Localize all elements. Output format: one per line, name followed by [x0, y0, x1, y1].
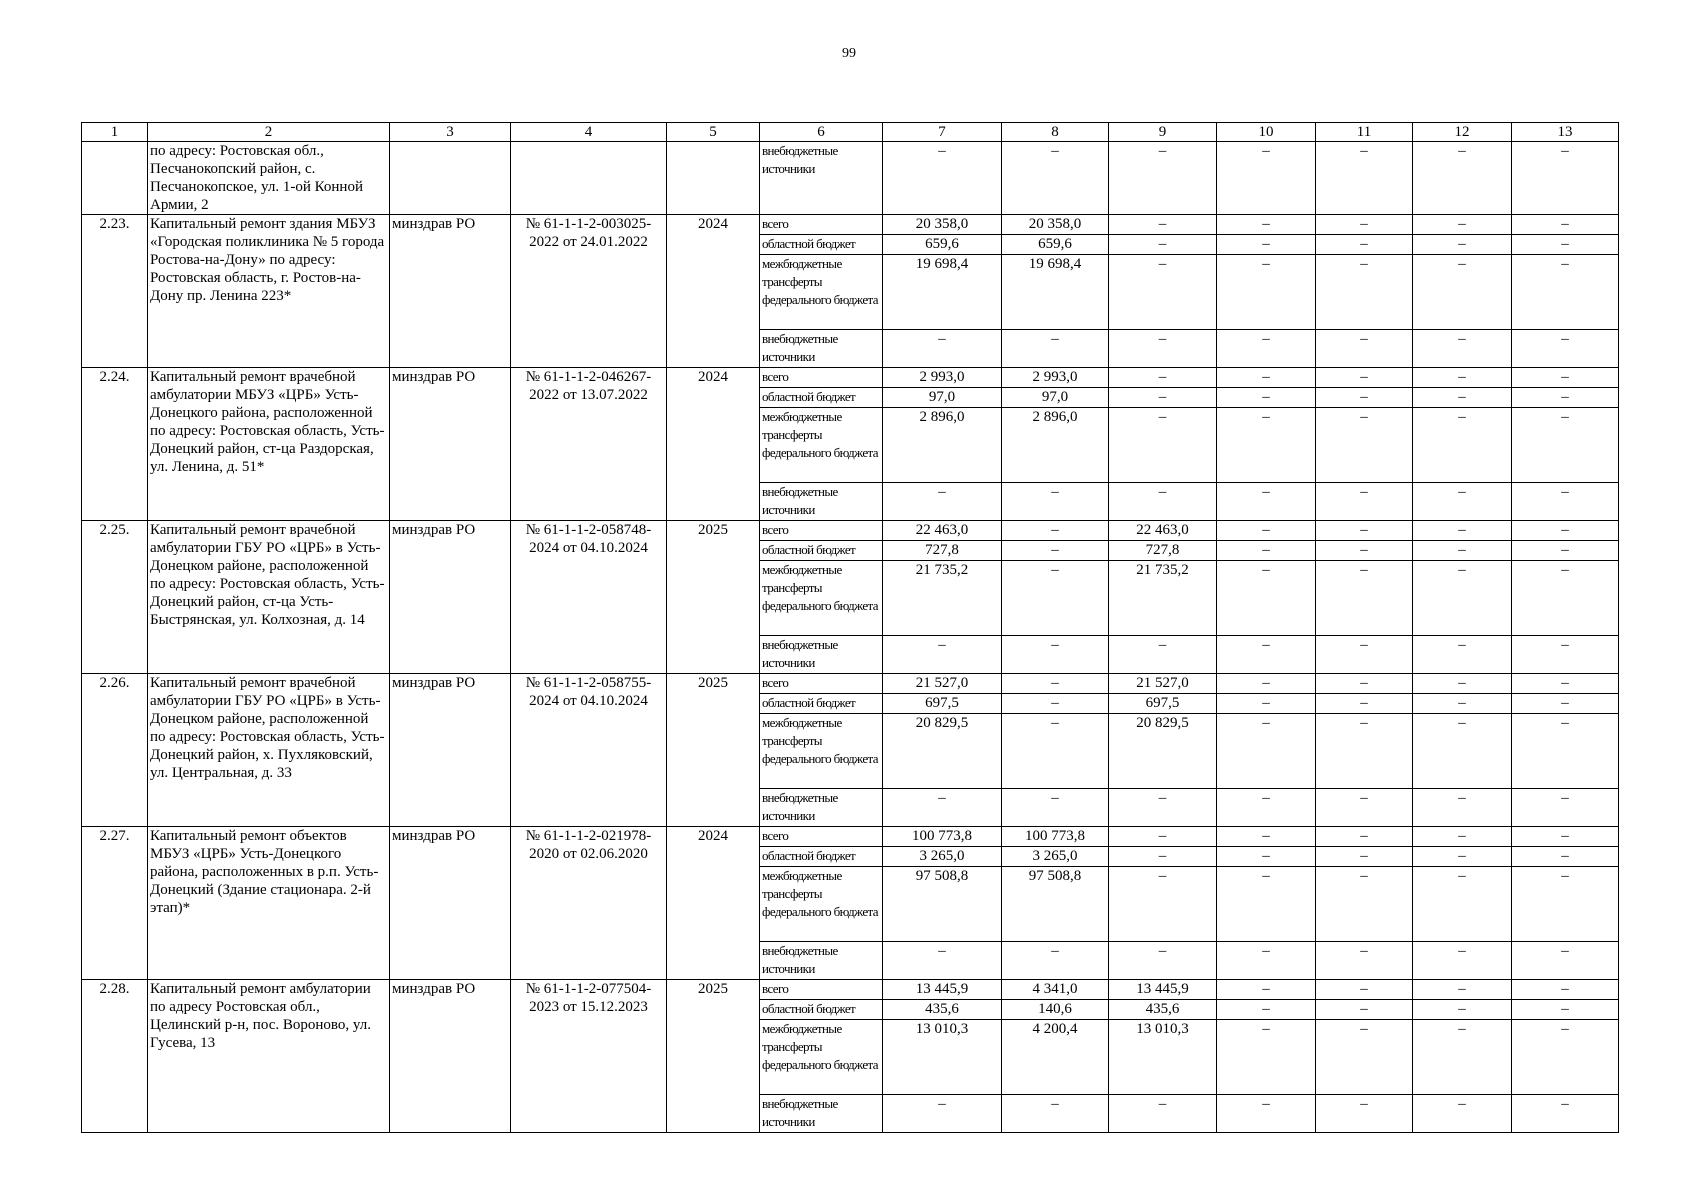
value-cell: –: [1512, 847, 1619, 867]
item-number: 2.28.: [82, 980, 148, 1133]
value-cell: –: [883, 483, 1002, 521]
value-cell: –: [1109, 330, 1217, 368]
value-cell: –: [1316, 847, 1413, 867]
value-cell: 21 527,0: [883, 674, 1002, 694]
value-cell: –: [1217, 561, 1316, 636]
table-row: [82, 368, 1619, 388]
object-name: Капитальный ремонт объектов МБУЗ «ЦРБ» Усть-Донецкого района, расположенных в р.п. Усть-Донецкий (Здание стационара. 2-й этап)*: [148, 827, 390, 980]
item-number: 2.27.: [82, 827, 148, 980]
value-cell: –: [1217, 521, 1316, 541]
object-name: Капитальный ремонт врачебной амбулатории ГБУ РО «ЦРБ» в Усть-Донецком районе, расположенной по адресу: Ростовская область, Усть-Донецкий район, х. Пухляковский, ул. Центральная, д. 33: [148, 674, 390, 827]
value-cell: 2 896,0: [1002, 408, 1109, 483]
value-cell: 22 463,0: [883, 521, 1002, 541]
value-cell: –: [1109, 636, 1217, 674]
funding-source: внебюджетные источники: [760, 942, 883, 980]
value-cell: 13 445,9: [1109, 980, 1217, 1000]
value-cell: –: [1413, 1020, 1512, 1095]
col-header: 3: [390, 123, 511, 142]
value-cell: –: [1217, 674, 1316, 694]
value-cell: –: [1413, 215, 1512, 235]
value-cell: –: [1512, 561, 1619, 636]
value-cell: –: [1512, 1020, 1619, 1095]
value-cell: –: [1217, 636, 1316, 674]
value-cell: 21 527,0: [1109, 674, 1217, 694]
funding-source: областной бюджет: [760, 694, 883, 714]
value-cell: –: [1002, 521, 1109, 541]
year: 2025: [667, 980, 760, 1133]
funding-source: всего: [760, 674, 883, 694]
value-cell: –: [1217, 541, 1316, 561]
value-cell: –: [1413, 867, 1512, 942]
value-cell: –: [1109, 368, 1217, 388]
value-cell: –: [1217, 827, 1316, 847]
ministry: минздрав РО: [390, 674, 511, 827]
value-cell: –: [1316, 980, 1413, 1000]
value-cell: –: [1316, 827, 1413, 847]
value-cell: –: [1109, 235, 1217, 255]
col-header: 6: [760, 123, 883, 142]
funding-source: межбюджетные трансферты федерального бюджета: [760, 561, 883, 636]
value-cell: 20 829,5: [1109, 714, 1217, 789]
funding-source: всего: [760, 980, 883, 1000]
value-cell: 20 358,0: [883, 215, 1002, 235]
value-cell: –: [1217, 1095, 1316, 1133]
document: № 61-1-1-2-077504-2023 от 15.12.2023: [511, 980, 667, 1133]
value-cell: –: [1316, 1020, 1413, 1095]
value-cell: –: [1316, 694, 1413, 714]
value-cell: –: [1413, 330, 1512, 368]
funding-source: внебюджетные источники: [760, 789, 883, 827]
ministry: [390, 142, 511, 215]
value-cell: –: [1217, 714, 1316, 789]
value-cell: 4 200,4: [1002, 1020, 1109, 1095]
value-cell: –: [1002, 1095, 1109, 1133]
object-name: Капитальный ремонт здания МБУЗ «Городская поликлиника № 5 города Ростова-на-Дону» по адресу: Ростовская область, г. Ростов-на-Дону пр. Ленина 223*: [148, 215, 390, 368]
value-cell: –: [1316, 541, 1413, 561]
value-cell: 100 773,8: [883, 827, 1002, 847]
value-cell: –: [1413, 694, 1512, 714]
value-cell: –: [1512, 483, 1619, 521]
table-row: [82, 674, 1619, 694]
value-cell: 21 735,2: [883, 561, 1002, 636]
document: № 61-1-1-2-058748-2024 от 04.10.2024: [511, 521, 667, 674]
document: № 61-1-1-2-058755-2024 от 04.10.2024: [511, 674, 667, 827]
value-cell: –: [1316, 561, 1413, 636]
value-cell: –: [1413, 255, 1512, 330]
value-cell: –: [1512, 636, 1619, 674]
value-cell: –: [1512, 867, 1619, 942]
value-cell: –: [1109, 255, 1217, 330]
value-cell: –: [1512, 330, 1619, 368]
year: 2025: [667, 521, 760, 674]
value-cell: –: [1413, 827, 1512, 847]
funding-source: межбюджетные трансферты федерального бюджета: [760, 1020, 883, 1095]
document: № 61-1-1-2-003025-2022 от 24.01.2022: [511, 215, 667, 368]
value-cell: –: [1316, 483, 1413, 521]
value-cell: –: [1109, 142, 1217, 215]
value-cell: –: [1512, 215, 1619, 235]
value-cell: 97,0: [883, 388, 1002, 408]
ministry: минздрав РО: [390, 521, 511, 674]
value-cell: 435,6: [883, 1000, 1002, 1020]
value-cell: 97 508,8: [883, 867, 1002, 942]
value-cell: –: [1217, 867, 1316, 942]
value-cell: –: [1413, 847, 1512, 867]
ministry: минздрав РО: [390, 980, 511, 1133]
value-cell: –: [1512, 1095, 1619, 1133]
value-cell: –: [1217, 330, 1316, 368]
funding-source: областной бюджет: [760, 388, 883, 408]
value-cell: 3 265,0: [883, 847, 1002, 867]
value-cell: –: [1002, 636, 1109, 674]
value-cell: –: [1217, 255, 1316, 330]
value-cell: –: [1316, 867, 1413, 942]
value-cell: –: [1512, 521, 1619, 541]
value-cell: –: [1316, 235, 1413, 255]
value-cell: –: [1512, 674, 1619, 694]
value-cell: –: [1217, 789, 1316, 827]
ministry: минздрав РО: [390, 368, 511, 521]
document: № 61-1-1-2-046267-2022 от 13.07.2022: [511, 368, 667, 521]
value-cell: –: [1002, 714, 1109, 789]
value-cell: –: [1316, 388, 1413, 408]
value-cell: 2 993,0: [1002, 368, 1109, 388]
value-cell: –: [1512, 694, 1619, 714]
value-cell: –: [1512, 1000, 1619, 1020]
value-cell: –: [1109, 867, 1217, 942]
value-cell: –: [1413, 942, 1512, 980]
value-cell: –: [1413, 636, 1512, 674]
object-name: по адресу: Ростовская обл., Песчанокопский район, с. Песчанокопское, ул. 1-ой Конной Армии, 2: [148, 142, 390, 215]
value-cell: 97,0: [1002, 388, 1109, 408]
column-number-row: [82, 123, 1619, 142]
value-cell: –: [1512, 541, 1619, 561]
value-cell: –: [1316, 142, 1413, 215]
page-number: 99: [842, 46, 856, 61]
value-cell: 727,8: [883, 541, 1002, 561]
object-name: Капитальный ремонт врачебной амбулатории ГБУ РО «ЦРБ» в Усть-Донецком районе, расположенной по адресу: Ростовская область, Усть-Донецкий район, ст-ца Усть-Быстрянская, ул. Колхозная, д. 14: [148, 521, 390, 674]
value-cell: 13 010,3: [1109, 1020, 1217, 1095]
funding-source: областной бюджет: [760, 1000, 883, 1020]
value-cell: –: [1413, 541, 1512, 561]
value-cell: –: [1512, 388, 1619, 408]
value-cell: 97 508,8: [1002, 867, 1109, 942]
value-cell: –: [1002, 330, 1109, 368]
value-cell: –: [1217, 483, 1316, 521]
value-cell: –: [1217, 215, 1316, 235]
value-cell: –: [1316, 408, 1413, 483]
value-cell: 100 773,8: [1002, 827, 1109, 847]
funding-source: внебюджетные источники: [760, 142, 883, 215]
value-cell: –: [1217, 235, 1316, 255]
value-cell: 19 698,4: [1002, 255, 1109, 330]
col-header: 7: [883, 123, 1002, 142]
value-cell: –: [1002, 483, 1109, 521]
funding-source: всего: [760, 368, 883, 388]
value-cell: –: [1413, 714, 1512, 789]
value-cell: –: [1413, 1095, 1512, 1133]
value-cell: –: [1316, 255, 1413, 330]
value-cell: –: [1217, 388, 1316, 408]
funding-source: внебюджетные источники: [760, 636, 883, 674]
value-cell: 13 445,9: [883, 980, 1002, 1000]
value-cell: 697,5: [883, 694, 1002, 714]
value-cell: –: [1316, 714, 1413, 789]
value-cell: –: [1512, 789, 1619, 827]
col-header: 2: [148, 123, 390, 142]
funding-source: внебюджетные источники: [760, 330, 883, 368]
value-cell: –: [883, 1095, 1002, 1133]
value-cell: –: [1217, 942, 1316, 980]
value-cell: –: [1512, 714, 1619, 789]
value-cell: –: [1002, 789, 1109, 827]
object-name: Капитальный ремонт амбулатории по адресу Ростовская обл., Целинский р-н, пос. Вороново, ул. Гусева, 13: [148, 980, 390, 1133]
value-cell: –: [1002, 694, 1109, 714]
value-cell: –: [1512, 942, 1619, 980]
value-cell: –: [1316, 368, 1413, 388]
value-cell: 697,5: [1109, 694, 1217, 714]
ministry: минздрав РО: [390, 827, 511, 980]
col-header: 13: [1512, 123, 1619, 142]
object-name: Капитальный ремонт врачебной амбулатории МБУЗ «ЦРБ» Усть-Донецкого района, расположенной по адресу: Ростовская область, Усть-Донецкий район, ст-ца Раздорская, ул. Ленина, д. 51*: [148, 368, 390, 521]
value-cell: –: [1512, 142, 1619, 215]
col-header: 12: [1413, 123, 1512, 142]
value-cell: –: [1413, 561, 1512, 636]
financing-table: [81, 122, 1619, 1133]
value-cell: –: [1109, 847, 1217, 867]
value-cell: –: [1413, 980, 1512, 1000]
funding-source: внебюджетные источники: [760, 1095, 883, 1133]
value-cell: 140,6: [1002, 1000, 1109, 1020]
col-header: 4: [511, 123, 667, 142]
value-cell: –: [1002, 561, 1109, 636]
item-number: 2.24.: [82, 368, 148, 521]
value-cell: –: [1002, 674, 1109, 694]
value-cell: –: [1109, 942, 1217, 980]
table-row: [82, 827, 1619, 847]
value-cell: –: [1109, 483, 1217, 521]
year: 2024: [667, 368, 760, 521]
value-cell: –: [1413, 235, 1512, 255]
value-cell: –: [1316, 636, 1413, 674]
value-cell: –: [1002, 142, 1109, 215]
year: 2024: [667, 215, 760, 368]
funding-source: всего: [760, 827, 883, 847]
value-cell: –: [1316, 1000, 1413, 1020]
table-row: [82, 980, 1619, 1000]
year: 2024: [667, 827, 760, 980]
value-cell: –: [1316, 330, 1413, 368]
value-cell: –: [1316, 521, 1413, 541]
ministry: минздрав РО: [390, 215, 511, 368]
value-cell: 3 265,0: [1002, 847, 1109, 867]
value-cell: –: [1413, 521, 1512, 541]
value-cell: –: [1316, 942, 1413, 980]
value-cell: –: [1217, 980, 1316, 1000]
value-cell: –: [1413, 408, 1512, 483]
value-cell: 435,6: [1109, 1000, 1217, 1020]
item-number: 2.26.: [82, 674, 148, 827]
value-cell: –: [1413, 388, 1512, 408]
value-cell: –: [1217, 1000, 1316, 1020]
funding-source: межбюджетные трансферты федерального бюджета: [760, 408, 883, 483]
item-number: [82, 142, 148, 215]
value-cell: –: [1002, 541, 1109, 561]
funding-source: внебюджетные источники: [760, 483, 883, 521]
value-cell: –: [883, 789, 1002, 827]
value-cell: –: [883, 142, 1002, 215]
value-cell: –: [1217, 368, 1316, 388]
table-row: [82, 215, 1619, 235]
value-cell: –: [1002, 942, 1109, 980]
value-cell: 19 698,4: [883, 255, 1002, 330]
value-cell: –: [1413, 789, 1512, 827]
table-body: [82, 123, 1619, 1133]
funding-source: областной бюджет: [760, 541, 883, 561]
value-cell: –: [883, 636, 1002, 674]
value-cell: –: [1109, 827, 1217, 847]
value-cell: 2 896,0: [883, 408, 1002, 483]
table-row: [82, 521, 1619, 541]
value-cell: –: [1316, 674, 1413, 694]
value-cell: –: [1413, 483, 1512, 521]
value-cell: –: [1413, 142, 1512, 215]
value-cell: 20 829,5: [883, 714, 1002, 789]
value-cell: –: [1217, 1020, 1316, 1095]
funding-source: областной бюджет: [760, 235, 883, 255]
value-cell: 2 993,0: [883, 368, 1002, 388]
funding-source: всего: [760, 215, 883, 235]
value-cell: –: [1316, 1095, 1413, 1133]
value-cell: –: [1512, 368, 1619, 388]
value-cell: –: [1316, 789, 1413, 827]
value-cell: –: [1512, 255, 1619, 330]
funding-source: межбюджетные трансферты федерального бюджета: [760, 867, 883, 942]
col-header: 8: [1002, 123, 1109, 142]
value-cell: 727,8: [1109, 541, 1217, 561]
value-cell: –: [1109, 215, 1217, 235]
value-cell: –: [1512, 408, 1619, 483]
value-cell: 659,6: [883, 235, 1002, 255]
funding-source: межбюджетные трансферты федерального бюджета: [760, 255, 883, 330]
value-cell: –: [883, 942, 1002, 980]
value-cell: 659,6: [1002, 235, 1109, 255]
value-cell: –: [1316, 215, 1413, 235]
value-cell: –: [1512, 827, 1619, 847]
col-header: 10: [1217, 123, 1316, 142]
value-cell: –: [883, 330, 1002, 368]
document: [511, 142, 667, 215]
funding-source: областной бюджет: [760, 847, 883, 867]
value-cell: 13 010,3: [883, 1020, 1002, 1095]
value-cell: 20 358,0: [1002, 215, 1109, 235]
value-cell: 4 341,0: [1002, 980, 1109, 1000]
value-cell: –: [1109, 789, 1217, 827]
value-cell: –: [1217, 847, 1316, 867]
item-number: 2.25.: [82, 521, 148, 674]
year: 2025: [667, 674, 760, 827]
value-cell: –: [1217, 408, 1316, 483]
value-cell: –: [1512, 980, 1619, 1000]
value-cell: –: [1109, 388, 1217, 408]
item-number: 2.23.: [82, 215, 148, 368]
value-cell: –: [1109, 408, 1217, 483]
value-cell: –: [1413, 1000, 1512, 1020]
col-header: 5: [667, 123, 760, 142]
year: [667, 142, 760, 215]
value-cell: –: [1413, 368, 1512, 388]
document: № 61-1-1-2-021978-2020 от 02.06.2020: [511, 827, 667, 980]
value-cell: 22 463,0: [1109, 521, 1217, 541]
col-header: 9: [1109, 123, 1217, 142]
funding-source: всего: [760, 521, 883, 541]
continued-row: [82, 142, 1619, 215]
value-cell: 21 735,2: [1109, 561, 1217, 636]
col-header: 11: [1316, 123, 1413, 142]
value-cell: –: [1512, 235, 1619, 255]
value-cell: –: [1413, 674, 1512, 694]
value-cell: –: [1217, 142, 1316, 215]
value-cell: –: [1109, 1095, 1217, 1133]
value-cell: –: [1217, 694, 1316, 714]
funding-source: межбюджетные трансферты федерального бюджета: [760, 714, 883, 789]
col-header: 1: [82, 123, 148, 142]
